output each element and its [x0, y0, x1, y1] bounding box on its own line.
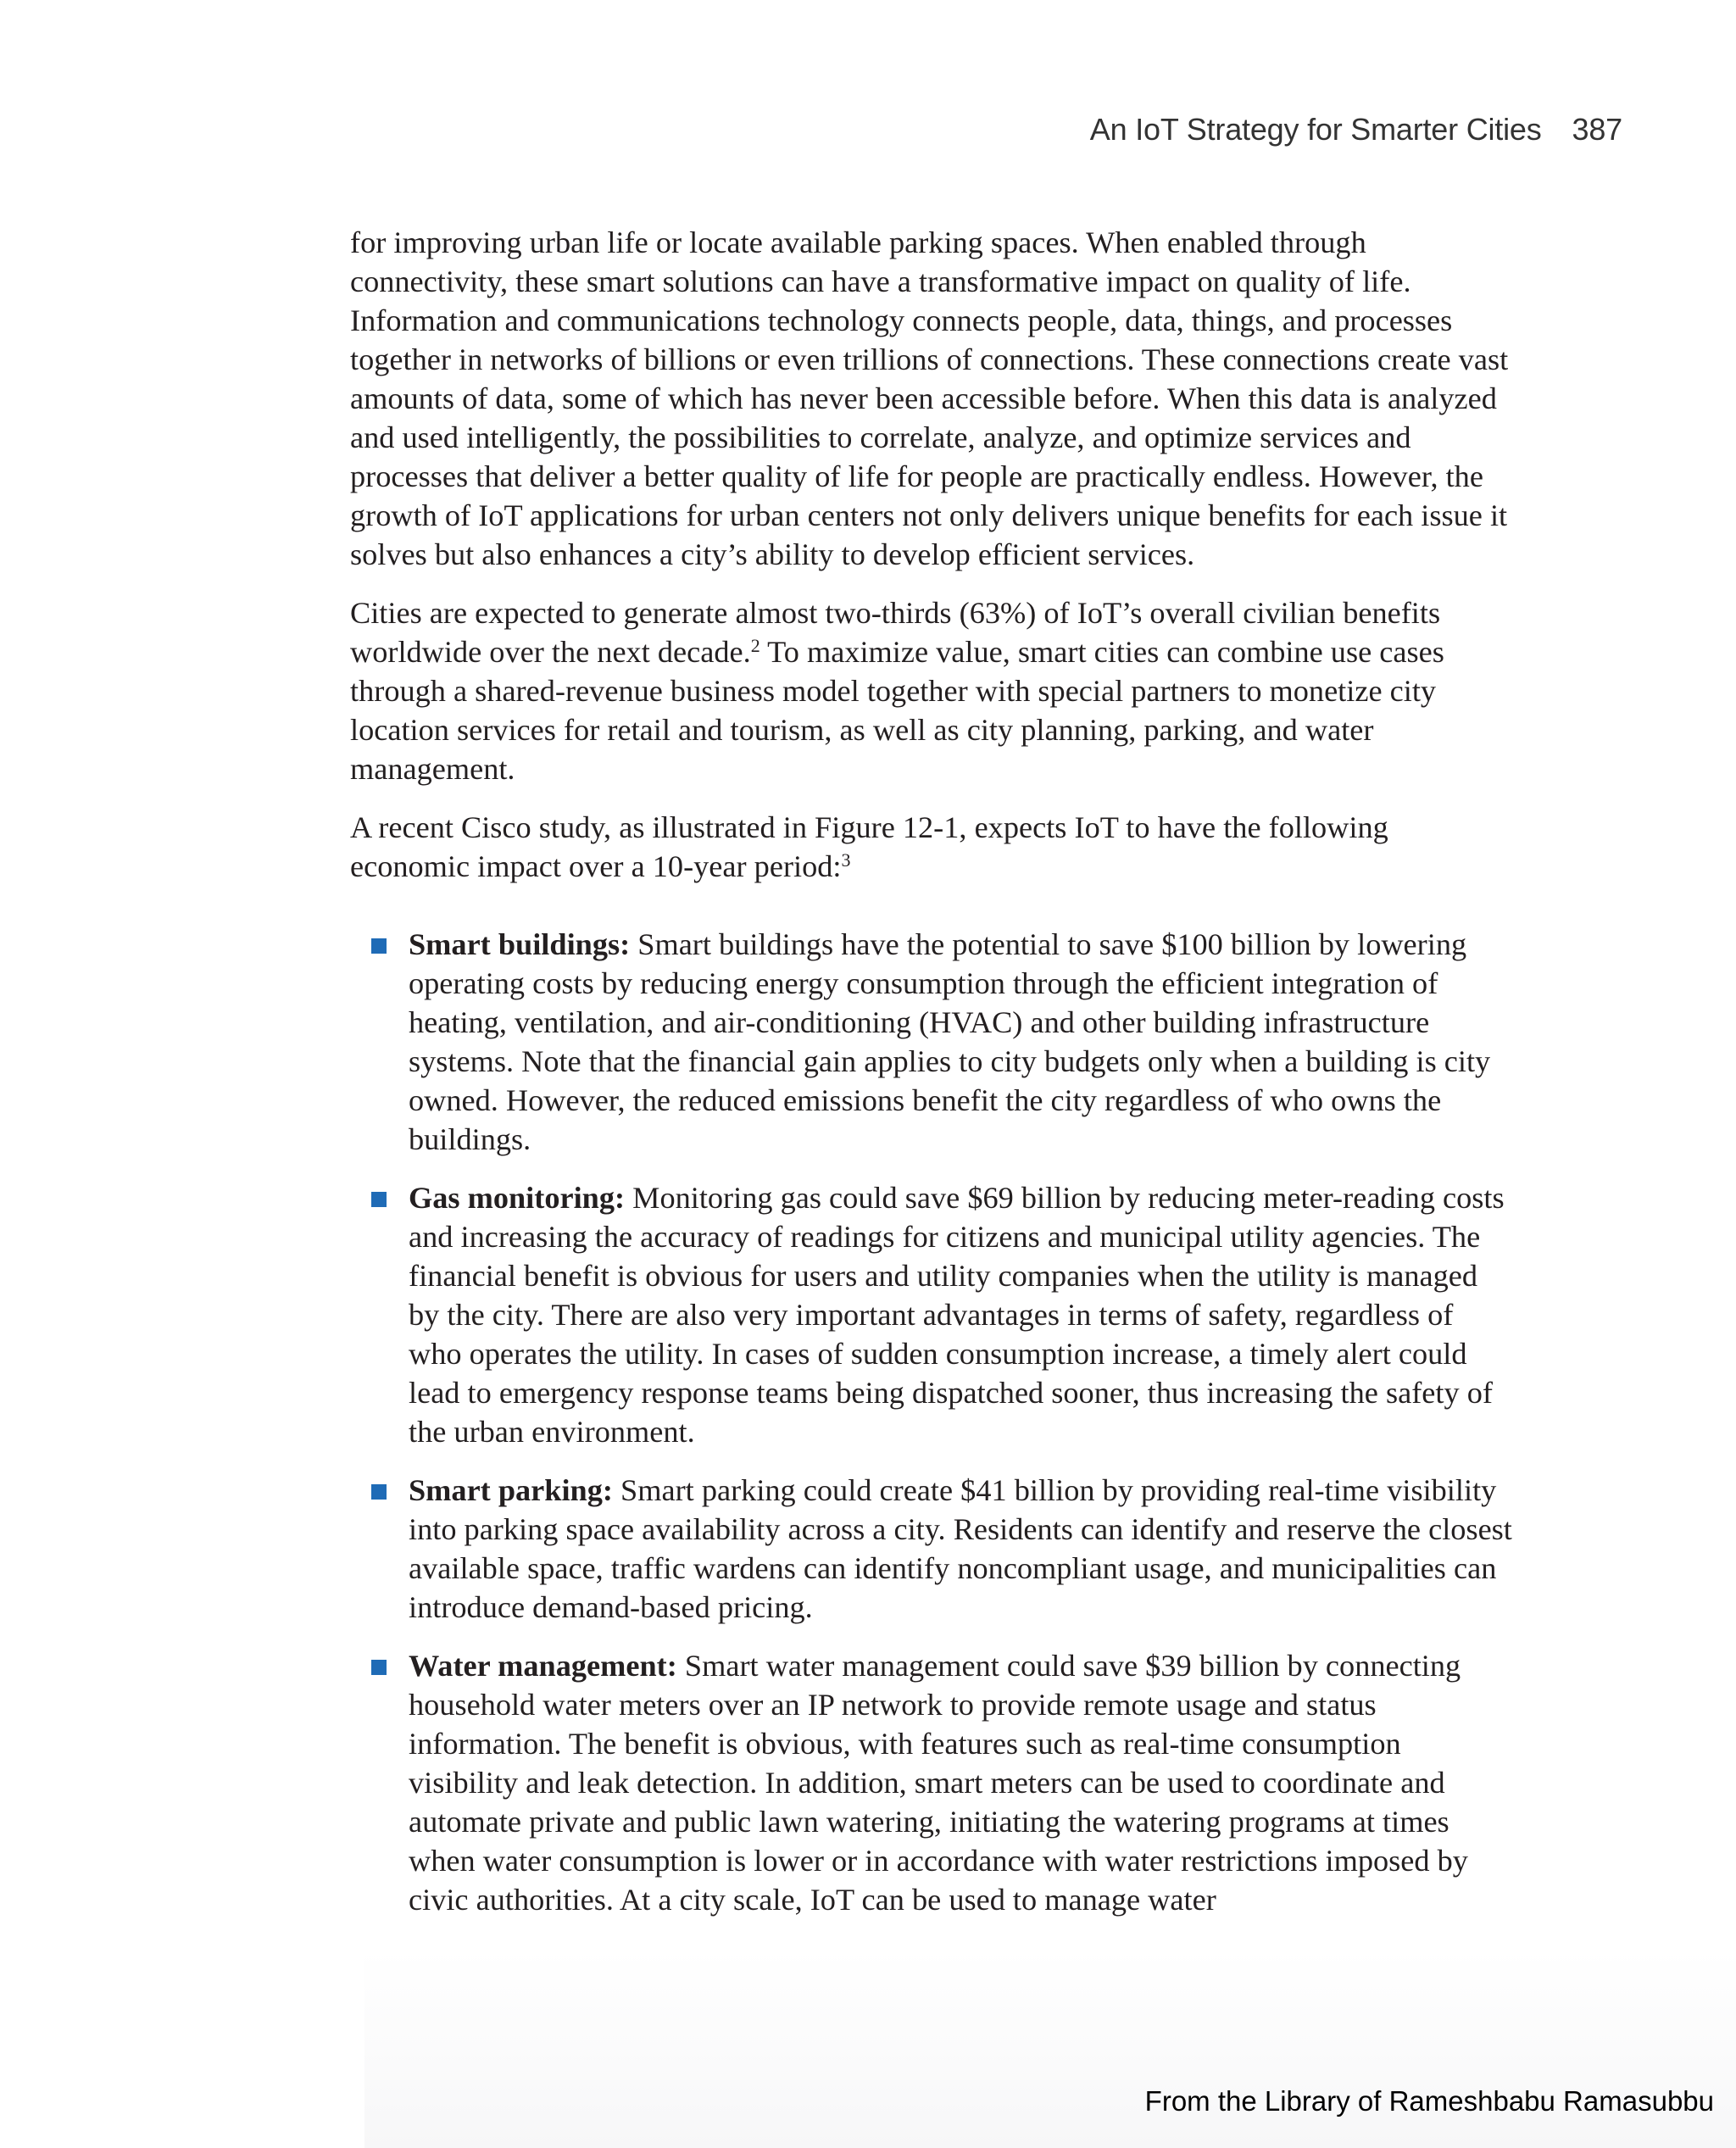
running-title: An IoT Strategy for Smarter Cities — [1089, 112, 1542, 147]
bullet-term: Smart parking: — [409, 1473, 613, 1507]
running-header — [1090, 112, 1622, 147]
footnote-ref-3: 3 — [841, 849, 851, 871]
list-item-smart-buildings — [350, 925, 1513, 1159]
list-item-water-management — [350, 1646, 1513, 1919]
footnote-ref-2: 2 — [750, 635, 760, 656]
paragraph-3-text: A recent Cisco study, as illustrated in Figure 12-1, expects IoT to have the following economic impact over a 10-year period: — [350, 810, 1388, 883]
library-footer: From the Library of Rameshbabu Ramasubbu — [1144, 2085, 1714, 2117]
bottom-shade — [364, 1950, 1736, 2148]
paragraph-1: for improving urban life or locate available parking spaces. When enabled through connectivity, these smart solutions can have a transformative impact on quality of life. Information and communications technology connects people, data, things, and processes together in networks of billions or even trillions of connections. These connections create vast amounts of data, some of which has never been accessible before. When this data is analyzed and used intelligently, the possibilities to correlate, analyze, and optimize services and processes that deliver a better quality of life for people are practically endless. However, the growth of IoT applications for urban centers not only delivers unique benefits for each issue it solves but also enhances a city’s ability to develop efficient services. — [350, 225, 1509, 571]
square-bullet-icon — [371, 1660, 387, 1675]
bullet-text: Monitoring gas could save $69 billion by reducing meter-reading costs and increasing the accuracy of readings for citizens and municipal utility agencies. The financial benefit is obvious for users and utility companies when the utility is managed by the city. There are also very important advantages in terms of safety, regardless of who operates the utility. In cases of sudden consumption increase, a timely alert could lead to emergency response teams being dispatched sooner, thus increasing the safety of the urban environment. — [409, 1181, 1505, 1449]
square-bullet-icon — [371, 1192, 387, 1207]
bullet-term: Water management: — [409, 1649, 677, 1683]
bullet-term: Gas monitoring: — [409, 1181, 626, 1215]
bullet-text: Smart water management could save $39 billion by connecting household water meters over an IP network to provide remote usage and status information. The benefit is obvious, with features such as real-time consumption visibility and leak detection. In addition, smart meters can be used to coordinate and automate private and public lawn watering, initiating the watering programs at times when water consumption is lower or in accordance with water restrictions imposed by civic authorities. At a city scale, IoT can be used to manage water — [409, 1649, 1468, 1917]
bullet-term: Smart buildings: — [409, 927, 631, 961]
list-item-gas-monitoring — [350, 1178, 1513, 1451]
square-bullet-icon — [371, 1484, 387, 1500]
page-body — [350, 223, 1513, 1939]
impact-list — [350, 925, 1513, 1919]
bullet-text: Smart buildings have the potential to save $100 billion by lowering operating costs by reducing energy consumption through the efficient integration of heating, ventilation, and air-conditioning (HVAC) and other building infrastructure systems. Note that the financial gain applies to city budgets only when a building is city owned. However, the reduced emissions benefit the city regardless of who owns the buildings. — [409, 927, 1491, 1156]
page-number: 387 — [1572, 112, 1622, 147]
bullet-text: Smart parking could create $41 billion by providing real-time visibility into parking space availability across a city. Residents can identify and reserve the closest available space, traffic wardens can identify noncompliant usage, and municipalities can introduce demand-based pricing. — [409, 1473, 1512, 1624]
paragraph-2-text-b: To maximize value, smart cities can combine use cases through a shared-revenue business model together with special partners to monetize city location services for retail and tourism, as well as city planning, parking, and water management. — [350, 635, 1444, 786]
paragraph-3 — [350, 808, 1513, 886]
paragraph-2-text-a: Cities are expected to generate almost two-thirds (63%) of IoT’s overall civilian benefits worldwide over the next decade. — [350, 596, 1441, 669]
paragraph-2 — [350, 593, 1513, 788]
list-item-smart-parking — [350, 1471, 1513, 1627]
square-bullet-icon — [371, 938, 387, 954]
